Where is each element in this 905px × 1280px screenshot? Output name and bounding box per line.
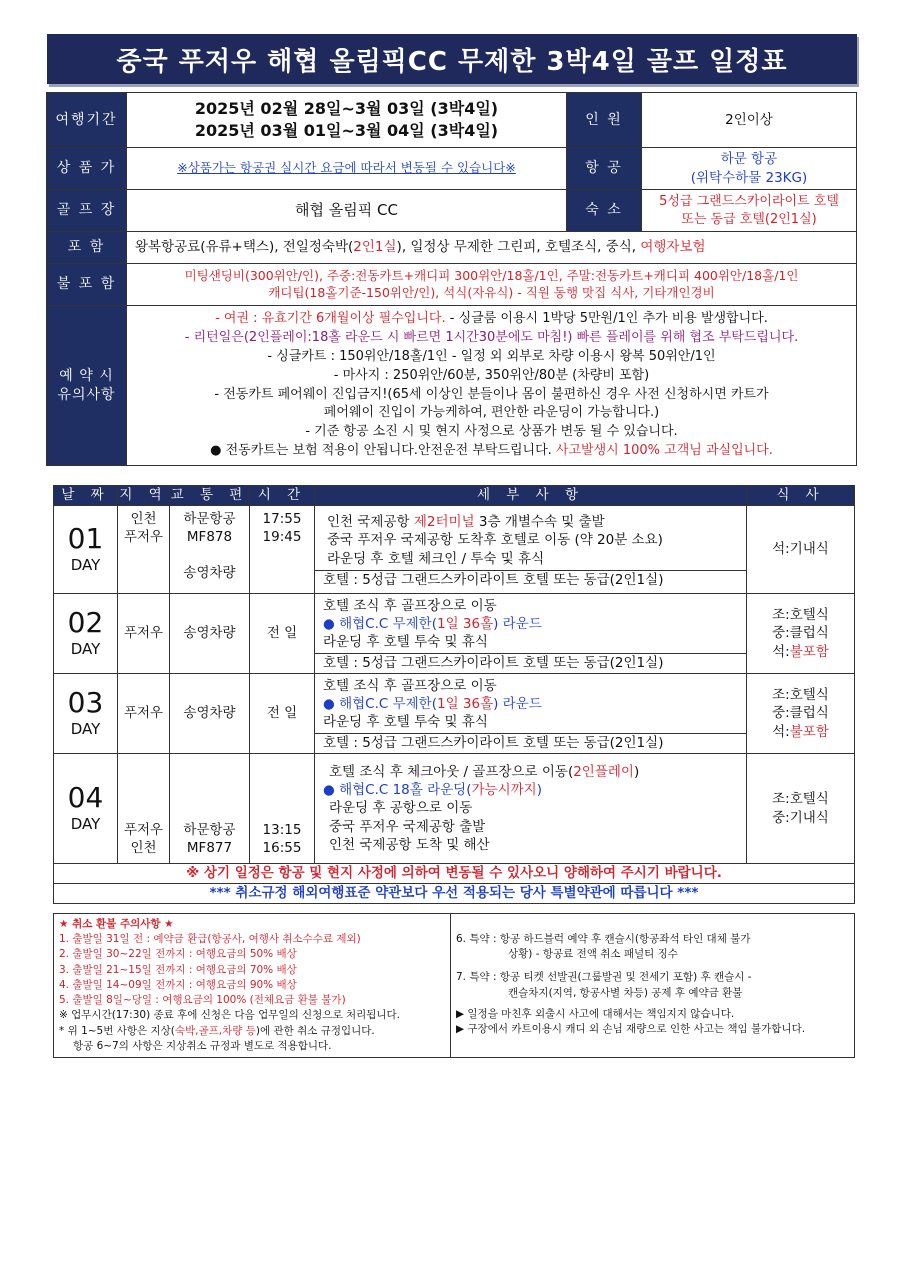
price-label: 상 품 가 [47,148,127,190]
detail-text: 3층 개별수속 및 출발 [474,514,605,531]
people-label: 인 원 [567,93,642,148]
time-cell: 전 일 [250,674,315,754]
day-label: DAY [70,814,101,833]
transport: MF877 [186,839,233,856]
meal: 중:클럽식 [772,705,829,722]
detail-cell [315,754,747,864]
hotel-label: 숙 소 [567,190,642,232]
period-line: 2025년 03월 01일~3월 04일 (3박4일) [194,121,499,140]
detail-text: 호텔 조식 후 체크아웃 / 골프장으로 이동( [329,763,574,780]
header-date: 날 짜 [54,486,118,506]
schedule-row-day3 [54,674,855,754]
meal: 조:호텔식 [772,607,829,624]
cancel-rule: 3. 출발일 21~15일 전까지 : 여행요금의 70% 배상 [59,963,297,976]
detail-round: ) 라운드 [493,615,542,632]
info-table [46,92,857,466]
schedule-note: ※ 상기 일정은 항공 및 현지 사정에 의하여 변동될 수 있사오니 양해하여 주시기 바랍니다. [54,864,855,884]
schedule-row-day4 [54,754,855,864]
day-number: 01 [67,521,104,555]
incl-label: 포 함 [47,232,127,264]
hotel-line: 또는 동급 호텔(2인1실) [681,211,817,227]
day-label: DAY [70,555,101,574]
meal-cell [747,506,855,594]
meal-cell [747,594,855,674]
note-single-room: - 싱글룸 이용시 1박당 5만원/1인 추가 비용 발생합니다. [445,311,768,327]
meal: 조:호텔식 [772,791,829,808]
cancel-disclaimer: ▶ 일정을 마친후 외출시 사고에 대해서는 책임지지 않습니다. [456,1007,735,1020]
bullet-icon: ● [323,695,335,712]
cancel-special: 6. 특약 : 항공 하드블럭 예약 후 캔슬시(항공좌석 타인 대체 불가 [456,933,751,945]
meal-cell [747,674,855,754]
day-number: 04 [67,780,104,814]
meal-cell [747,754,855,864]
detail-play: 2인플레이 [573,763,634,780]
excl-line: 캐디팁(18홀기준-150위안/인), 석식(자유식) - 직원 동행 맛집 식사, 기타개인경비 [268,284,715,300]
transport: 하문항공 [183,821,236,838]
cancel-text: * 위 1~5번 사항은 지상( [59,1024,175,1037]
time: 13:15 [262,821,302,838]
detail-holes: 1일 36홀 [436,615,494,632]
excl-label: 불 포 함 [47,264,127,306]
header-region: 지 역 [118,486,170,506]
time: 19:45 [262,529,302,546]
cancel-left [54,914,451,1058]
meal: 석:기내식 [772,541,829,558]
air-label: 항 공 [567,148,642,190]
cancel-ground: 숙박,골프,차량 등 [174,1024,256,1037]
notes-label [47,306,127,466]
cancel-special: 7. 특약 : 항공 티켓 선발권(그룹발권 및 전세기 포함) 후 캔슬시 - [456,971,752,984]
cancel-table [53,913,855,1058]
excl-line: 미팅샌딩비(300위안/인), 주중:전동카트+캐디피 300위안/18홀/1인, 주말:전동카트+캐디피 400위안/18홀/1인 [184,267,799,283]
transport-cell [170,506,250,594]
meal: 중:기내식 [772,809,829,826]
note-massage: - 마사지 : 250위안/60분, 350위안/80분 (차량비 포함) [333,367,650,383]
hotel-line: 5성급 그랜드스카이라이트 호텔 [659,193,839,209]
incl-room: 2인1실 [353,239,397,256]
meal: 중:클럽식 [772,625,829,642]
region: 인천 [130,511,157,527]
cancel-text: )에 관한 취소 규정입니다. [255,1024,375,1037]
notes-value [127,306,857,466]
detail-text: 중국 푸저우 국제공항 도착후 호텔로 이동 (약 20분 소요) [327,532,663,549]
day-label: DAY [70,639,101,658]
detail-text: 라운딩 후 공항으로 이동 [329,800,473,817]
region-cell: 푸저우 [118,674,170,754]
detail-hotel: 호텔 : 5성급 그랜드스카이라이트 호텔 또는 동급(2인1실) [315,733,746,752]
note-price-change: - 기준 항공 소진 시 및 현지 사정으로 상품가 변동 될 수 있습니다. [305,424,678,440]
detail-text: 라운딩 후 호텔 체크인 / 투숙 및 휴식 [327,550,545,567]
day-cell [54,674,118,754]
detail-text: ) [633,763,640,780]
detail-cell [315,506,747,594]
period-line: 2025년 02월 28일~3월 03일 (3박4일) [194,98,499,118]
cancel-disclaimer: ▶ 구장에서 카트이용시 캐디 외 손님 재량으로 인한 사고는 책임 불가합니다. [456,1023,806,1036]
detail-cell [315,674,747,754]
note-cart: - 전동카트 페어웨이 진입금지!(65세 이상인 분들이나 몸이 불편하신 경우 사전 신청하시면 카트가 [214,386,769,402]
day-cell [54,506,118,594]
incl-text: 왕복항공료(유류+택스), 전일정숙박( [135,239,354,256]
golf-label: 골 프 장 [47,190,127,232]
day-cell [54,594,118,674]
transport: 송영차량 [183,565,236,582]
detail-round: ) [536,782,542,799]
time: 16:55 [262,839,302,856]
cancel-rule: 5. 출발일 8일~당일 : 여행요금의 100% (전체요금 환불 불가) [59,994,346,1007]
meal-excluded: 불포함 [789,643,829,660]
detail-hotel: 호텔 : 5성급 그랜드스카이라이트 호텔 또는 동급(2인1실) [315,653,746,672]
cancel-text: 항공 6~7의 사항은 지상취소 규정과 별도로 적용합니다. [73,1039,332,1052]
detail-text: 라운딩 후 호텔 투숙 및 휴식 [323,714,488,730]
header-time: 시 간 [250,486,315,506]
cancel-office-hours: ※ 업무시간(17:30) 종료 후에 신청은 다음 업무일의 신청으로 처리됩니다. [59,1009,401,1022]
excl-value [127,264,857,306]
detail-text: 호텔 조식 후 골프장으로 이동 [323,597,497,614]
detail-text: 인천 국제공항 도착 및 해산 [329,836,490,853]
transport: 하문항공 [183,511,236,527]
golf-value: 해협 올림픽 CC [127,190,567,232]
region: 푸저우 [123,821,164,838]
incl-value [127,232,857,264]
detail-hotel: 호텔 : 5성급 그랜드스카이라이트 호텔 또는 동급(2인1실) [315,570,746,589]
note-insurance: ● 전동카트는 보험 적용이 안됩니다.안전운전 부탁드립니다. [210,443,556,459]
region-cell: 푸저우 [118,594,170,674]
detail-round: 해협C.C 18홀 라운딩( [334,782,472,799]
schedule-row-day1 [54,506,855,594]
cancel-special: 캔슬차지(지역, 항공사별 차등) 공제 후 예약금 환불 [508,986,743,999]
people-value: 2인이상 [642,93,857,148]
cancel-title: ★ 취소 환불 주의사항 ★ [59,918,174,930]
cancel-rule-note: *** 취소규정 해외여행표준 약관보다 우선 적용되는 당사 특별약관에 따릅니다 *** [54,884,855,904]
detail-round: 해협C.C 무제한( [334,695,437,712]
notes-label-line: 예 약 시 [59,367,114,384]
schedule-row-day2 [54,594,855,674]
cancel-special: 상황) - 항공료 전액 취소 패널티 징수 [508,948,678,961]
day-cell [54,754,118,864]
header-detail: 세 부 사 항 [315,486,747,506]
meal-excluded: 불포함 [789,723,829,740]
bullet-icon: ● [323,782,335,799]
cancel-rule: 4. 출발일 14~09일 전까지 : 여행요금의 90% 배상 [59,978,297,991]
meal: 석: [772,643,790,660]
detail-cell [315,594,747,674]
note-return: - 리턴일은(2인플레이:18홀 라운드 시 빠르면 1시간30분에도 마침!) 빠른 플레이를 위해 협조 부탁드립니다. [184,329,799,345]
note-cart-cont: 페어웨이 진입이 가능케하여, 편안한 라운딩이 가능합니다.) [323,405,660,421]
detail-text: 라운딩 후 호텔 투숙 및 휴식 [323,634,488,650]
meal: 석: [772,723,790,740]
region-cell [118,506,170,594]
air-value [642,148,857,190]
region: 푸저우 [123,529,164,546]
day-number: 03 [67,685,104,719]
cancel-rule: 1. 출발일 31일 전 : 예약금 환급(항공사, 여행사 취소수수료 제외) [59,933,361,946]
period-value [127,93,567,148]
region-cell [118,754,170,864]
detail-text: 중국 푸저우 국제공항 출발 [329,818,486,835]
cancel-rule: 2. 출발일 30~22일 전까지 : 여행요금의 50% 배상 [59,948,297,961]
time-cell [250,506,315,594]
air-line: (위탁수하물 23KG) [690,169,808,186]
header-meal: 식 사 [747,486,855,506]
detail-terminal: 제2터미널 [413,514,475,531]
period-label: 여행기간 [47,93,127,148]
schedule-table [53,485,855,904]
transport-cell: 송영차량 [170,594,250,674]
price-note: ※상품가는 항공권 실시간 요금에 따라서 변동될 수 있습니다※ [127,148,567,190]
detail-round: ) 라운드 [493,695,542,712]
incl-insurance: 여행자보험 [640,239,706,256]
region: 인천 [130,839,157,856]
bullet-icon: ● [323,615,335,632]
detail-text: 인천 국제공항 [327,514,414,531]
notes-label-line: 유의사항 [57,386,116,403]
transport-cell [170,754,250,864]
day-number: 02 [67,605,104,639]
time-cell: 전 일 [250,594,315,674]
transport: MF878 [186,529,233,546]
note-passport: - 여권 : 유효기간 6개월이상 필수입니다. [215,311,446,327]
incl-text: ), 일정상 무제한 그린피, 호텔조식, 중식, [396,239,641,256]
note-fault: 사고발생시 100% 고객님 과실입니다. [555,443,773,459]
hotel-value [642,190,857,232]
detail-holes: 1일 36홀 [436,695,494,712]
cancel-right [451,914,855,1058]
detail-round: 해협C.C 무제한( [334,615,437,632]
air-line: 하문 항공 [720,151,778,168]
page-title: 중국 푸저우 해협 올림픽CC 무제한 3박4일 골프 일정표 [47,34,857,84]
day-label: DAY [70,719,101,738]
detail-text: 호텔 조식 후 골프장으로 이동 [323,677,497,694]
schedule-header [54,486,855,506]
meal: 조:호텔식 [772,687,829,704]
time: 17:55 [262,511,302,527]
time-cell [250,754,315,864]
note-single-cart: - 싱글카트 : 150위안/18홀/1인 - 일정 외 외부로 차량 이용시 왕복 50위안/1인 [267,348,716,364]
header-transport: 교 통 편 [170,486,250,506]
transport-cell: 송영차량 [170,674,250,754]
detail-until: 가능시까지 [471,782,537,799]
